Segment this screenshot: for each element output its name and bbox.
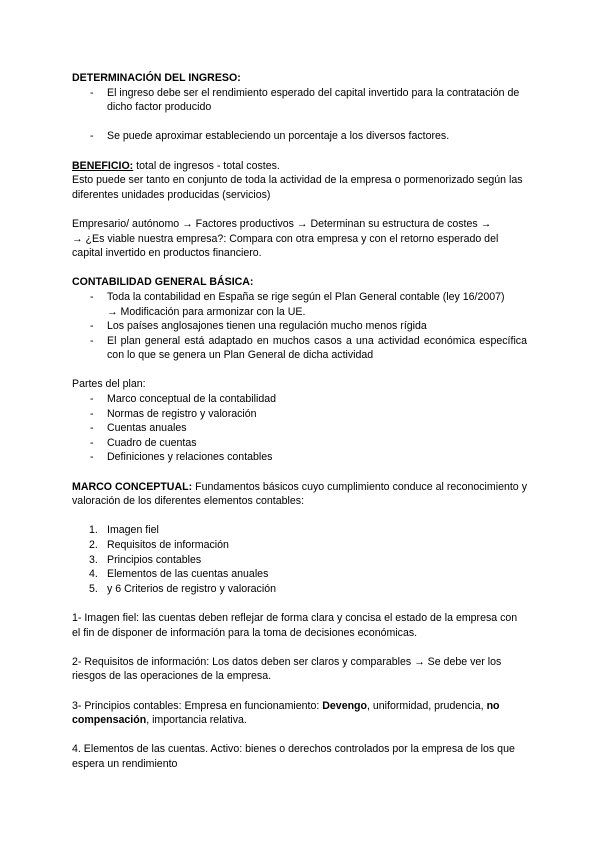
devengo-term: Devengo xyxy=(322,699,368,712)
beneficio-paragraph: Esto puede ser tanto en conjunto de toda la actividad de la empresa o pormenorizado según las diferentes unidades producidas (servicios) xyxy=(72,174,523,201)
ingreso-list xyxy=(72,86,527,144)
heading-marco-conceptual: MARCO CONCEPTUAL: xyxy=(72,480,193,493)
partes-plan-intro: Partes del plan: xyxy=(72,378,146,391)
flow-line-2: → ¿Es viable nuestra empresa?: Compara con otra empresa y con el retorno esperado del capital invertido en productos financiero. xyxy=(72,232,499,260)
list-item: - Se puede aproximar estableciendo un porcentaje a los diversos factores. xyxy=(90,130,450,143)
marco-conceptual-list xyxy=(72,523,527,596)
list-item: - Normas de registro y valoración xyxy=(90,407,257,420)
heading-contabilidad-general: CONTABILIDAD GENERAL BÁSICA: xyxy=(72,276,254,289)
principios-paragraph: 3- Principios contables: Empresa en funcionamiento: Devengo, uniformidad, prudencia, no compensación, importancia relativa. xyxy=(72,699,500,727)
list-item: - Definiciones y relaciones contables xyxy=(90,451,273,464)
list-item: - Cuentas anuales xyxy=(90,422,187,435)
list-item: - Marco conceptual de la contabilidad xyxy=(90,393,277,406)
heading-determinacion-ingreso: DETERMINACIÓN DEL INGRESO: xyxy=(72,72,241,84)
list-item: - Toda la contabilidad en España se rige según el Plan General contable (ley 16/2007) → Modificación para armonizar con la UE. xyxy=(90,290,505,318)
partes-plan-list xyxy=(72,392,527,465)
beneficio-line: BENEFICIO: total de ingresos - total costes. xyxy=(72,159,280,172)
list-item: 1. Imagen fiel xyxy=(89,524,159,537)
imagen-fiel-paragraph: 1- Imagen fiel: las cuentas deben reflejar de forma clara y concisa el estado de la empresa con el fin de disponer de información para la toma de decisiones económicas. xyxy=(72,611,518,639)
requisitos-paragraph: 2- Requisitos de información: Los datos deben ser claros y comparables → Se debe ver los riesgos de las operaciones de la empresa. xyxy=(72,655,502,683)
list-item: 4. Elementos de las cuentas anuales xyxy=(89,568,269,581)
list-item: - Cuadro de cuentas xyxy=(90,436,197,449)
no-compensacion-term: no compensación xyxy=(72,699,500,727)
document-content xyxy=(72,71,527,772)
list-item: - Los países anglosajones tienen una regulación mucho menos rígida xyxy=(90,320,427,333)
elementos-paragraph: 4. Elementos de las cuentas. Activo: bienes o derechos controlados por la empresa de los que espera un rendimiento xyxy=(72,743,515,770)
heading-beneficio: BENEFICIO: xyxy=(72,159,134,172)
contabilidad-list xyxy=(72,290,527,363)
marco-conceptual-paragraph: MARCO CONCEPTUAL: Fundamentos básicos cuyo cumplimiento conduce al reconocimiento y valoración de los diferentes elementos contables: xyxy=(72,480,527,508)
list-item: 5. y 6 Criterios de registro y valoración xyxy=(89,582,276,595)
list-item: - El plan general está adaptado en muchos casos a una actividad económica específica con lo que se genera un Plan General de dicha actividad xyxy=(90,334,527,362)
flow-line-1: Empresario/ autónomo → Factores productivos → Determinan su estructura de costes → xyxy=(72,217,492,230)
list-item: 3. Principios contables xyxy=(89,553,202,566)
list-item: 2. Requisitos de información xyxy=(89,539,229,551)
list-item: - El ingreso debe ser el rendimiento esperado del capital invertido para la contratación de dicho factor producido xyxy=(90,86,520,114)
